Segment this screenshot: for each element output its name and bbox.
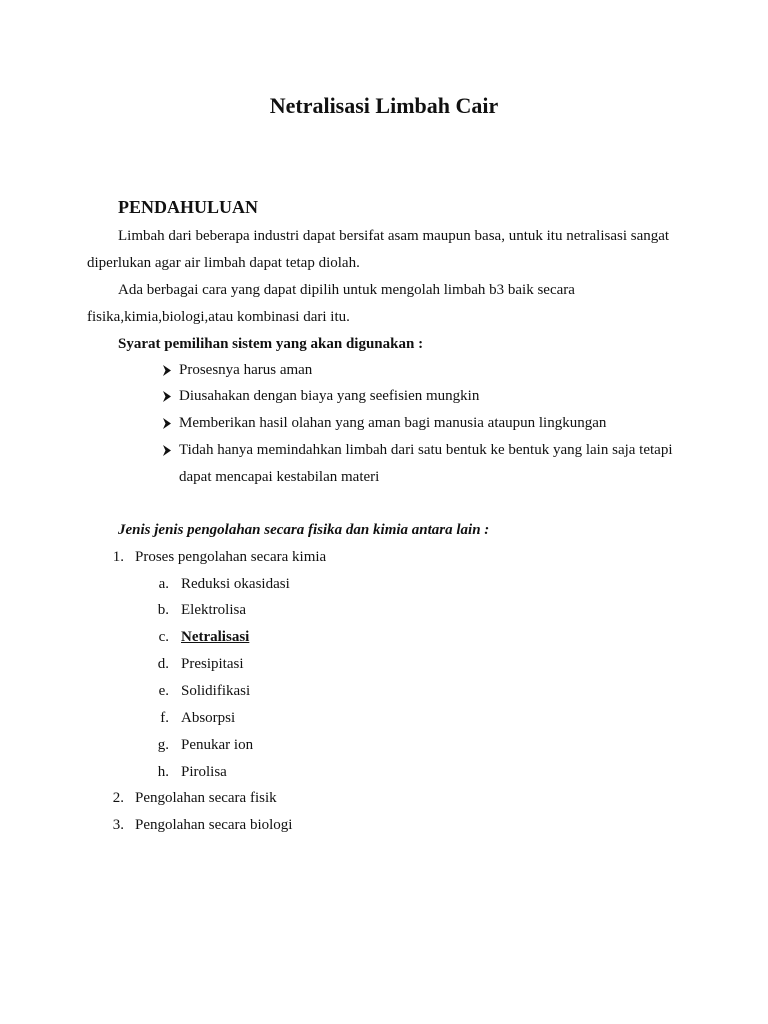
list-item: Proses pengolahan secara kimia (135, 549, 327, 565)
paragraph-2-line-1: Ada berbagai cara yang dapat dipilih untuk mengolah limbah b3 baik secara (118, 282, 575, 298)
requirement-item-continuation: dapat mencapai kestabilan materi (179, 469, 380, 485)
requirement-item: Tidah hanya memindahkan limbah dari satu bentuk ke bentuk yang lain saja tetapi (179, 442, 673, 458)
requirements-heading: Syarat pemilihan sistem yang akan digunakan : (118, 336, 424, 352)
paragraph-1-line-2: diperlukan agar air limbah dapat tetap diolah. (87, 255, 360, 271)
sub-list-item: Presipitasi (181, 656, 244, 672)
arrow-bullet-icon (162, 440, 174, 460)
arrow-bullet-icon (162, 386, 174, 406)
arrow-bullet-icon (162, 360, 174, 380)
sub-list-item: Absorpsi (181, 710, 236, 726)
sub-list-marker: b. (157, 602, 169, 618)
document-title: Netralisasi Limbah Cair (269, 93, 499, 118)
sub-list-item-highlighted: Netralisasi (181, 629, 250, 645)
types-heading: Jenis jenis pengolahan secara fisika dan kimia antara lain : (118, 522, 490, 538)
paragraph-2-line-2: fisika,kimia,biologi,atau kombinasi dari itu. (87, 309, 350, 325)
list-item: Pengolahan secara fisik (135, 790, 277, 806)
paragraph-1-line-1: Limbah dari beberapa industri dapat bersifat asam maupun basa, untuk itu netralisasi sangat (118, 228, 670, 244)
requirement-item: Memberikan hasil olahan yang aman bagi manusia ataupun lingkungan (179, 415, 607, 431)
sub-list-marker: g. (157, 737, 169, 753)
sub-list-item: Penukar ion (181, 737, 254, 753)
requirement-item: Prosesnya harus aman (179, 362, 313, 378)
sub-list-marker: a. (158, 576, 169, 592)
requirement-item: Diusahakan dengan biaya yang seefisien mungkin (179, 388, 480, 404)
sub-list-marker: f. (160, 710, 169, 726)
sub-list-item: Pirolisa (181, 764, 227, 780)
list-marker: 1. (112, 549, 124, 565)
sub-list-item: Solidifikasi (181, 683, 251, 699)
list-marker: 2. (112, 790, 124, 806)
sub-list-marker: c. (158, 629, 169, 645)
list-marker: 3. (112, 817, 124, 833)
sub-list-marker: h. (157, 764, 169, 780)
sub-list-item: Elektrolisa (181, 602, 246, 618)
sub-list-item: Reduksi okasidasi (181, 576, 290, 592)
list-item: Pengolahan secara biologi (135, 817, 293, 833)
section-heading: PENDAHULUAN (118, 197, 259, 217)
sub-list-marker: d. (157, 656, 169, 672)
arrow-bullet-icon (162, 413, 174, 433)
sub-list-marker: e. (158, 683, 169, 699)
